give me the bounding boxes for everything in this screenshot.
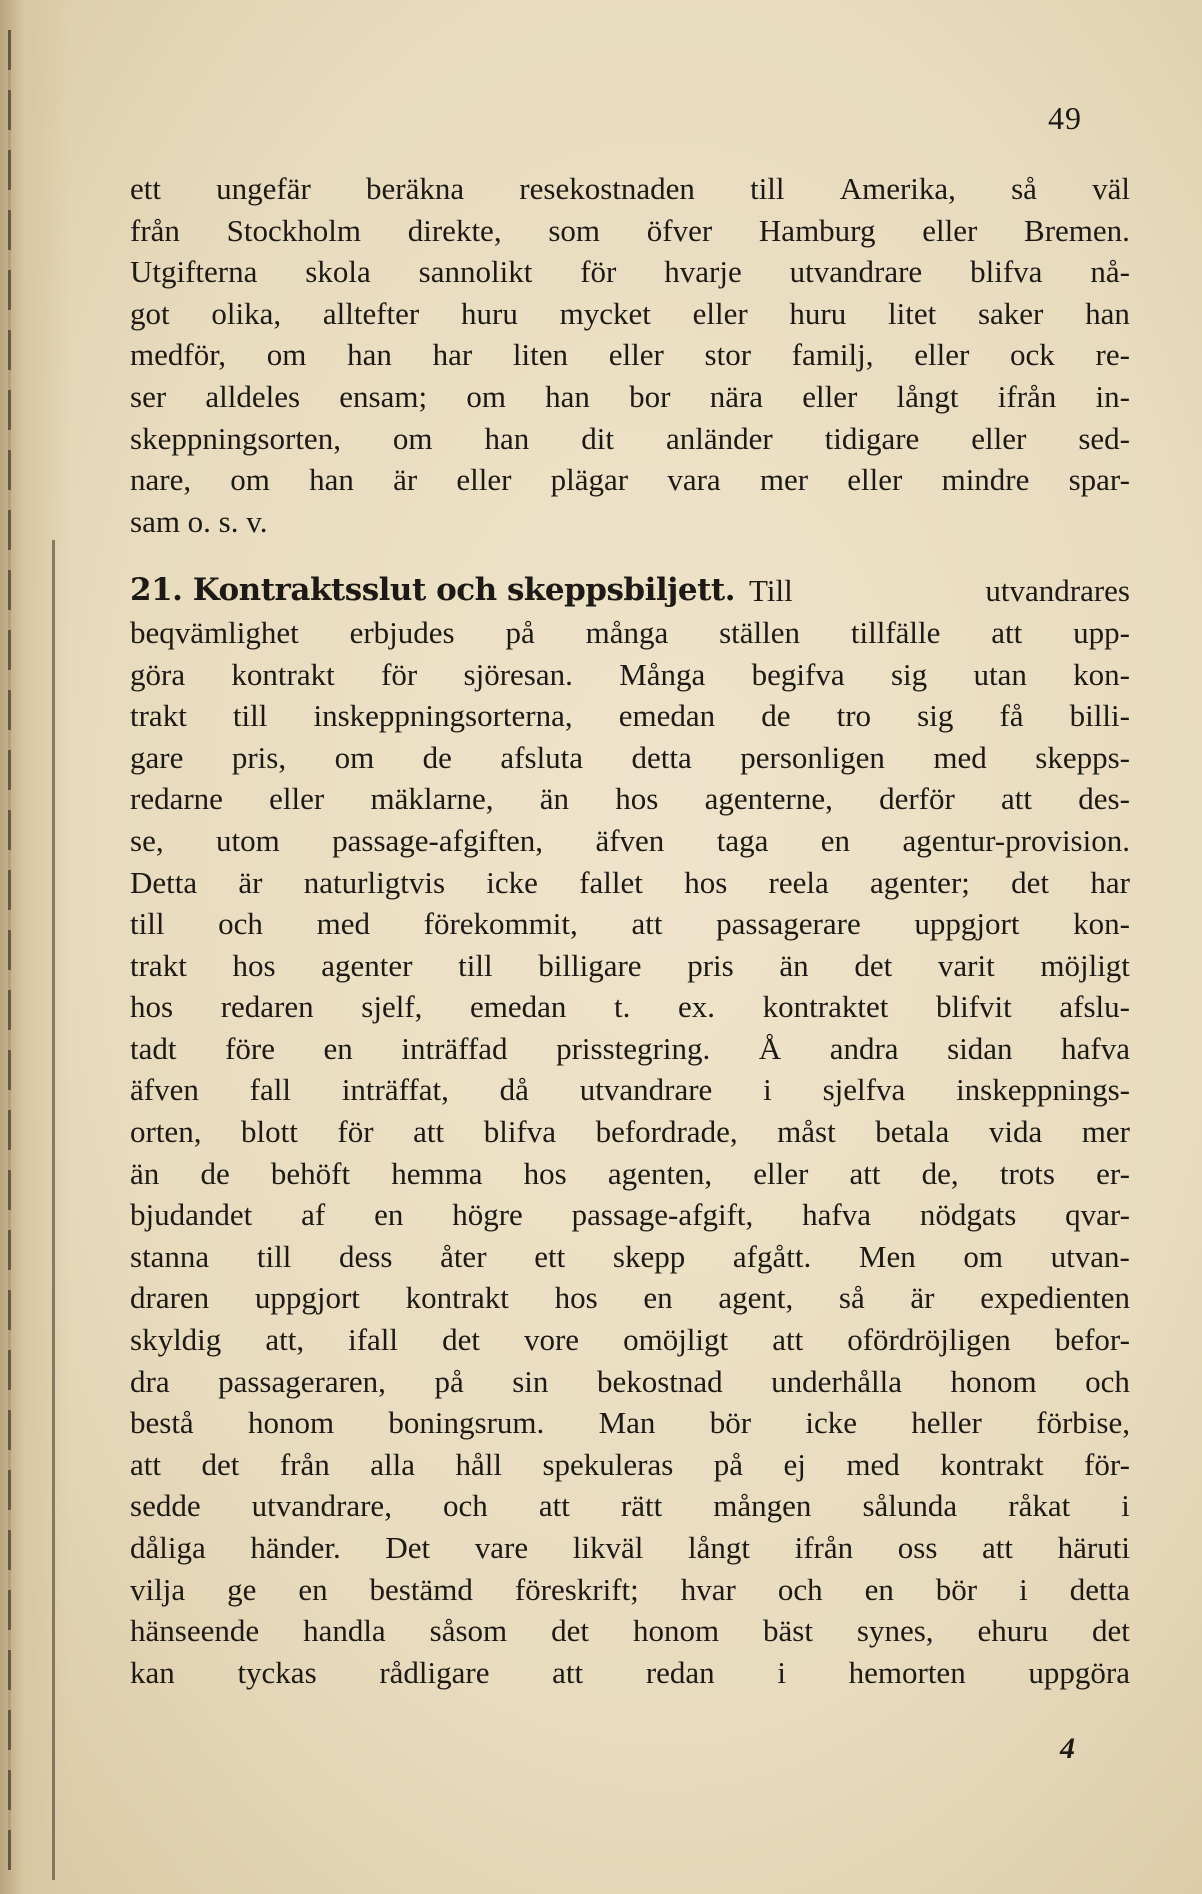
- text-line-content: hos redaren sjelf, emedan t. ex. kontraktet blifvit afslu-: [130, 989, 1130, 1025]
- text-line-content: sam o. s. v.: [130, 503, 268, 539]
- text-line: [130, 168, 1130, 210]
- text-line: [130, 862, 1130, 904]
- text-line-content: bestå honom boningsrum. Man bör icke heller förbise,: [130, 1405, 1130, 1441]
- text-line-content: Utgifterna skola sannolikt för hvarje utvandrare blifva nå-: [130, 254, 1130, 290]
- text-line: [130, 251, 1130, 293]
- text-line-content: skeppningsorten, om han dit anländer tidigare eller sed-: [130, 420, 1130, 456]
- text-line: [130, 1153, 1130, 1195]
- text-line-content: tadt före en inträffad prisstegring. Å andra sidan hafva: [130, 1030, 1130, 1066]
- text-line-content: got olika, alltefter huru mycket eller huru litet saker han: [130, 295, 1130, 331]
- text-line-content: äfven fall inträffat, då utvandrare i sjelfva inskeppnings-: [130, 1072, 1130, 1108]
- text-line-content: se, utom passage-afgiften, äfven taga en agentur-provision.: [130, 822, 1130, 858]
- text-line-content: draren uppgjort kontrakt hos en agent, så är expedienten: [130, 1280, 1130, 1316]
- text-line: [130, 501, 1130, 543]
- text-line-content: nare, om han är eller plägar vara mer eller mindre spar-: [130, 462, 1130, 498]
- text-line: [130, 459, 1130, 501]
- text-line: [130, 820, 1130, 862]
- section-heading: 21. Kontraktsslut och skeppsbiljett.: [130, 572, 736, 609]
- text-line-content: ett ungefär beräkna resekostnaden till Amerika, så väl: [130, 171, 1130, 206]
- text-line: [130, 903, 1130, 945]
- text-line: [130, 293, 1130, 335]
- text-line-content: Till utvandrares: [749, 573, 1130, 609]
- text-line: [130, 986, 1130, 1028]
- text-line: [130, 1569, 1130, 1611]
- binding-fold-line: [52, 540, 55, 1880]
- text-line-content: göra kontrakt för sjöresan. Många begifva sig utan kon-: [130, 656, 1130, 692]
- text-line: [130, 1485, 1130, 1527]
- text-line-content: sedde utvandrare, och att rätt mången sålunda råkat i: [130, 1488, 1130, 1524]
- text-line: [130, 1194, 1130, 1236]
- text-line: [130, 1236, 1130, 1278]
- text-line: [130, 418, 1130, 460]
- text-line-content: trakt till inskeppningsorterna, emedan de tro sig få billi-: [130, 698, 1130, 734]
- text-line: [130, 334, 1130, 376]
- text-line-content: dåliga händer. Det vare likväl långt ifrån oss att häruti: [130, 1530, 1130, 1565]
- text-line-content: från Stockholm direkte, som öfver Hamburg eller Bremen.: [130, 212, 1130, 248]
- text-line-content: dra passageraren, på sin bekostnad underhålla honom och: [130, 1363, 1130, 1399]
- text-line: [130, 1028, 1130, 1070]
- text-line: [130, 1361, 1130, 1403]
- text-line: [130, 376, 1130, 418]
- text-line-content: medför, om han har liten eller stor familj, eller ock re-: [130, 337, 1130, 373]
- text-line: [130, 570, 1130, 612]
- text-line: [130, 737, 1130, 779]
- text-line-content: beqvämlighet erbjudes på många ställen tillfälle att upp-: [130, 614, 1130, 650]
- text-line: [130, 1444, 1130, 1486]
- text-line-content: stanna till dess åter ett skepp afgått. Men om utvan-: [130, 1238, 1130, 1274]
- text-line: [130, 1111, 1130, 1153]
- text-line-content: orten, blott för att blifva befordrade, måst betala vida mer: [130, 1114, 1130, 1150]
- text-line-content: Detta är naturligtvis icke fallet hos reela agenter; det har: [130, 864, 1130, 900]
- text-line: [130, 654, 1130, 696]
- text-line: [130, 1610, 1130, 1652]
- text-line-content: att det från alla håll spekuleras på ej med kontrakt för-: [130, 1446, 1130, 1482]
- text-line-content: bjudandet af en högre passage-afgift, hafva nödgats qvar-: [130, 1197, 1130, 1233]
- body-text: [130, 168, 1130, 1693]
- page-number: 49: [1048, 100, 1082, 136]
- text-line: [130, 612, 1130, 654]
- text-line-content: redarne eller mäklarne, än hos agenterne, derför att des-: [130, 781, 1130, 817]
- text-line-content: till och med förekommit, att passagerare uppgjort kon-: [130, 906, 1130, 942]
- text-line-content: hänseende handla såsom det honom bäst synes, ehuru det: [130, 1613, 1130, 1649]
- text-line: [130, 778, 1130, 820]
- text-line: [130, 1069, 1130, 1111]
- text-line: [130, 945, 1130, 987]
- text-line-content: gare pris, om de afsluta detta personligen med skepps-: [130, 739, 1130, 775]
- text-line-content: vilja ge en bestämd föreskrift; hvar och en bör i detta: [130, 1571, 1130, 1607]
- binding-shadow-line: [8, 30, 11, 1870]
- text-line-content: ser alldeles ensam; om han bor nära eller långt ifrån in-: [130, 378, 1130, 414]
- text-line-content: trakt hos agenter till billigare pris än det varit möjligt: [130, 947, 1130, 983]
- text-line-content: än de behöft hemma hos agenten, eller att de, trots er-: [130, 1155, 1130, 1191]
- text-line-content: kan tyckas rådligare att redan i hemorten uppgöra: [130, 1654, 1130, 1690]
- text-line: [130, 210, 1130, 252]
- text-line: [130, 1402, 1130, 1444]
- text-line: [130, 1652, 1130, 1694]
- text-line: [130, 1319, 1130, 1361]
- text-line: [130, 1277, 1130, 1319]
- text-line-content: skyldig att, ifall det vore omöjligt att ofördröjligen befor-: [130, 1322, 1130, 1358]
- signature-mark: 4: [1060, 1732, 1075, 1765]
- text-line: [130, 695, 1130, 737]
- text-line: [130, 1527, 1130, 1569]
